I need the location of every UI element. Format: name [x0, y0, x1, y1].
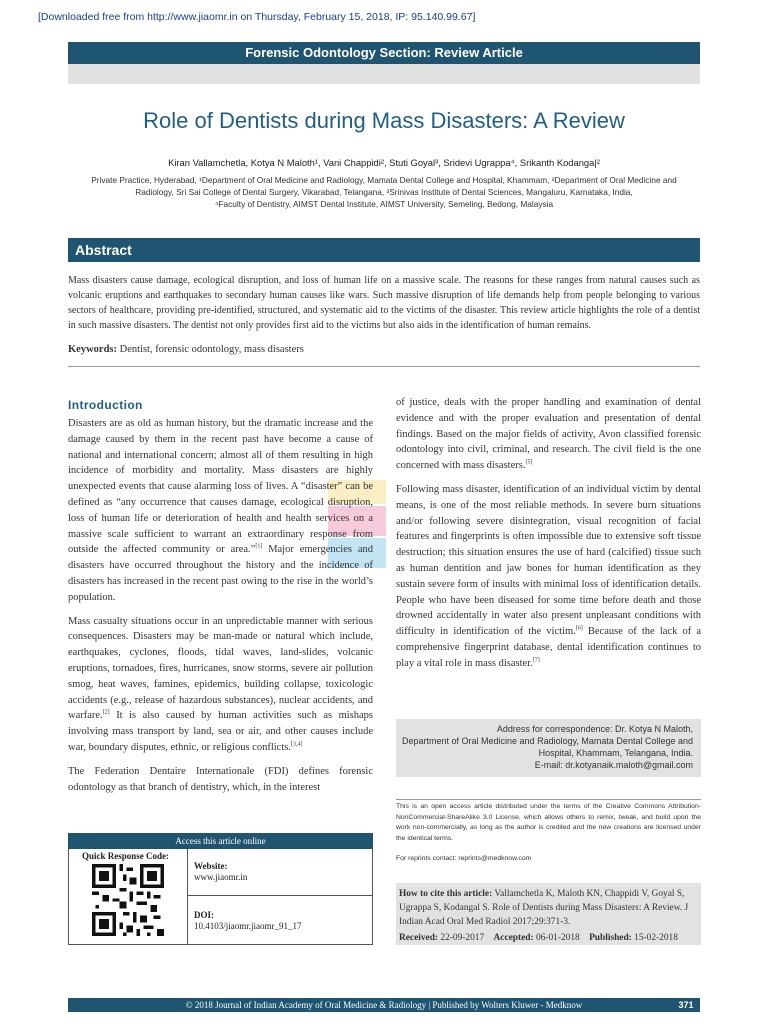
correspondence-line: Department of Oral Medicine and Radiology, Mamata Dental College and	[402, 736, 693, 746]
article-dates	[399, 931, 695, 945]
divider	[187, 849, 188, 945]
affiliation-line: Private Practice, Hyderabad, ¹Department of Oral Medicine and Radiology, Mamata Dental College and Hospital, Khammam, ²Department of Oral Medicine and	[91, 175, 677, 185]
affiliation-line: ⁴Faculty of Dentistry, AIMST Dental Institute, AIMST University, Semeling, Bedong, Malaysia	[214, 199, 554, 209]
footer-copyright: © 2018 Journal of Indian Academy of Oral Medicine & Radiology | Published by Wolters Kluwer - Medknow	[185, 1000, 583, 1010]
section-heading-introduction: Introduction	[68, 398, 143, 412]
page-number: 371	[678, 1000, 694, 1010]
grey-band	[68, 64, 700, 84]
license-text: This is an open access article distributed under the terms of the Creative Commons Attribution-NonCommercial-ShareAlike 3.0 License, which allows others to remix, tweak, and build upon the work non-commercially, as long as the author is credited and the new creations are licensed under the identical terms.	[396, 803, 701, 842]
keywords	[68, 344, 700, 355]
divider	[396, 799, 701, 800]
qr-code-icon[interactable]	[92, 864, 164, 936]
published-date: 15-02-2018	[631, 933, 678, 943]
doi-label: DOI:	[194, 910, 214, 920]
accepted-label: Accepted:	[493, 933, 534, 943]
authors: Kiran Vallamchetla, Kotya N Maloth¹, Vani Chappidi², Stuti Goyal³, Sridevi Ugrappa⁴, Srikanth Kodanga|²	[168, 157, 600, 168]
citation-box	[396, 883, 701, 945]
citation[interactable]: [2]	[102, 709, 110, 716]
section-banner: Forensic Odontology Section: Review Article	[68, 42, 700, 64]
paragraph: The Federation Dentaire Internationale (FDI) defines forensic odontology as that branch of dentistry, which, in the interest	[68, 765, 373, 793]
divider	[68, 366, 700, 367]
received-date: 22-09-2017	[438, 933, 485, 943]
download-notice: [Downloaded free from http://www.jiaomr.in on Thursday, February 15, 2018, IP: 95.140.99.67]	[38, 11, 476, 23]
abstract-text: Mass disasters cause damage, ecological disruption, and loss of human life on a massive scale. The reasons for these ranges from natural causes such as volcanic eruptions and earthquakes to secondary human causes like wars. Such massive disruption of life demands help from people belonging to various sectors of healthcare, providing pre-identified, structured, and systematic aid to the victims of the disaster. This review article highlights the role of a dentist in such massive disasters. The dentist not only provides first aid to the victims but also aids in the identification of human remains.	[68, 275, 700, 331]
paragraph: Following mass disaster, identification of an individual victim by dental means, is one of the most reliable methods. In severe burn situations and/or following severe disintegration, visual recognition of facial features and fingerprints is often impossible due to extensive soft tissue destruction; this situation ensures the use of hard (calcified) tissue such as human dentition and jaw bones for human identification as they sustain severe form of insults with minimal loss of identification details. People who have been diseased for some time before death and those drowned accidentally in water also present unpleasant conditions with difficulty in identification of the victim.[6] Because of the lack of a comprehensive fingerprint database, dental identification continues to play a vital role in mass disaster.[7]	[396, 483, 702, 669]
left-column	[68, 416, 373, 803]
abstract-heading: Abstract	[75, 242, 132, 258]
website-link[interactable]: www.jiaomr.in	[194, 872, 248, 882]
website-label: Website:	[194, 861, 228, 871]
accepted-date: 06-01-2018	[533, 933, 580, 943]
right-column	[396, 395, 701, 680]
cite-text: Vallamchetla K, Maloth KN, Chappidi V, Goyal S, Ugrappa S, Kodangal S. Role of Dentists during Mass Disasters: A Review. J Indian Acad Oral Med Radiol 2017;29:371-3.	[399, 889, 689, 927]
keywords-text: Dentist, forensic odontology, mass disasters	[117, 344, 304, 355]
paragraph: of justice, deals with the proper handling and examination of dental evidence and with the proper evaluation and presentation of dental findings. Based on the major fields of activity, Avon classified forensic odontology into civil, criminal, and research. The civil field is the one concerned with mass disasters.[5]	[396, 397, 701, 472]
reprints-contact: For reprints contact: reprints@medknow.com	[396, 855, 532, 862]
affiliation-line: Radiology, Sri Sai College of Dental Surgery, Vikarabad, Telangana, ³Srinivas Institute of Dental Sciences, Mangaluru, Karnataka, India,	[135, 187, 633, 197]
citation[interactable]: [6]	[575, 625, 583, 632]
citation[interactable]: [7]	[532, 657, 540, 664]
how-to-cite	[399, 887, 695, 929]
access-online-heading: Access this article online	[68, 833, 373, 849]
qr-label: Quick Response Code:	[82, 851, 170, 861]
article-title: Role of Dentists during Mass Disasters: A Review	[143, 108, 625, 133]
correspondence-line: Hospital, Khammam, Telangana, India.	[538, 748, 693, 758]
citation[interactable]: [3,4]	[290, 741, 303, 748]
divider	[188, 895, 373, 896]
affiliations	[80, 174, 688, 210]
abstract-bar	[68, 238, 700, 262]
received-label: Received:	[399, 933, 439, 943]
published-label: Published:	[589, 933, 632, 943]
citation[interactable]: [1]	[255, 543, 263, 550]
citation[interactable]: [5]	[525, 459, 533, 466]
paragraph: Mass casualty situations occur in an unpredictable manner with serious consequences. Disasters may be man-made or natural which include, earthquakes, cyclones, floods, tidal waves, land-slides, volcanic eruptions, tornadoes, fires, hurricanes, snow storms, severe air pollution smog, heat waves, famines, epidemics, building collapse, toxicologic accidents (e.g., release of hazardous substances), nuclear accidents, and warfare.[2] It is also caused by human activities such as mishaps involving mass transport by land, sea or air, and other causes include war, boundary disputes, ethnic, or religious conflicts.[3,4]	[68, 615, 373, 753]
cite-label: How to cite this article:	[399, 889, 493, 899]
doi-link[interactable]: 10.4103/jiaomr.jiaomr_91_17	[194, 921, 302, 931]
correspondence-line: Address for correspondence: Dr. Kotya N Maloth,	[496, 724, 693, 734]
paragraph: Disasters are as old as human history, but the dramatic increase and the damage caused by them in the recent past have become a cause of national and international concern; almost all of them resulting in high incidence of morbidity and mortality. Mass disasters are highly unexpected events that cause alarming loss of lives. A “disaster” can be defined as “any occurrence that causes damage, ecological disruption, loss of human life or deterioration of health and health services on a massive scale sufficient to warrant an extraordinary response from outside the affected community or area.”[1] Major emergencies and disasters have occurred throughout the history and the incidence of disasters has increased in the recent past owing to the rise in the world’s population.	[68, 418, 373, 603]
keywords-label: Keywords:	[68, 344, 117, 355]
correspondence-email[interactable]: E-mail: dr.kotyanaik.maloth@gmail.com	[534, 760, 693, 770]
correspondence-box	[396, 719, 701, 777]
